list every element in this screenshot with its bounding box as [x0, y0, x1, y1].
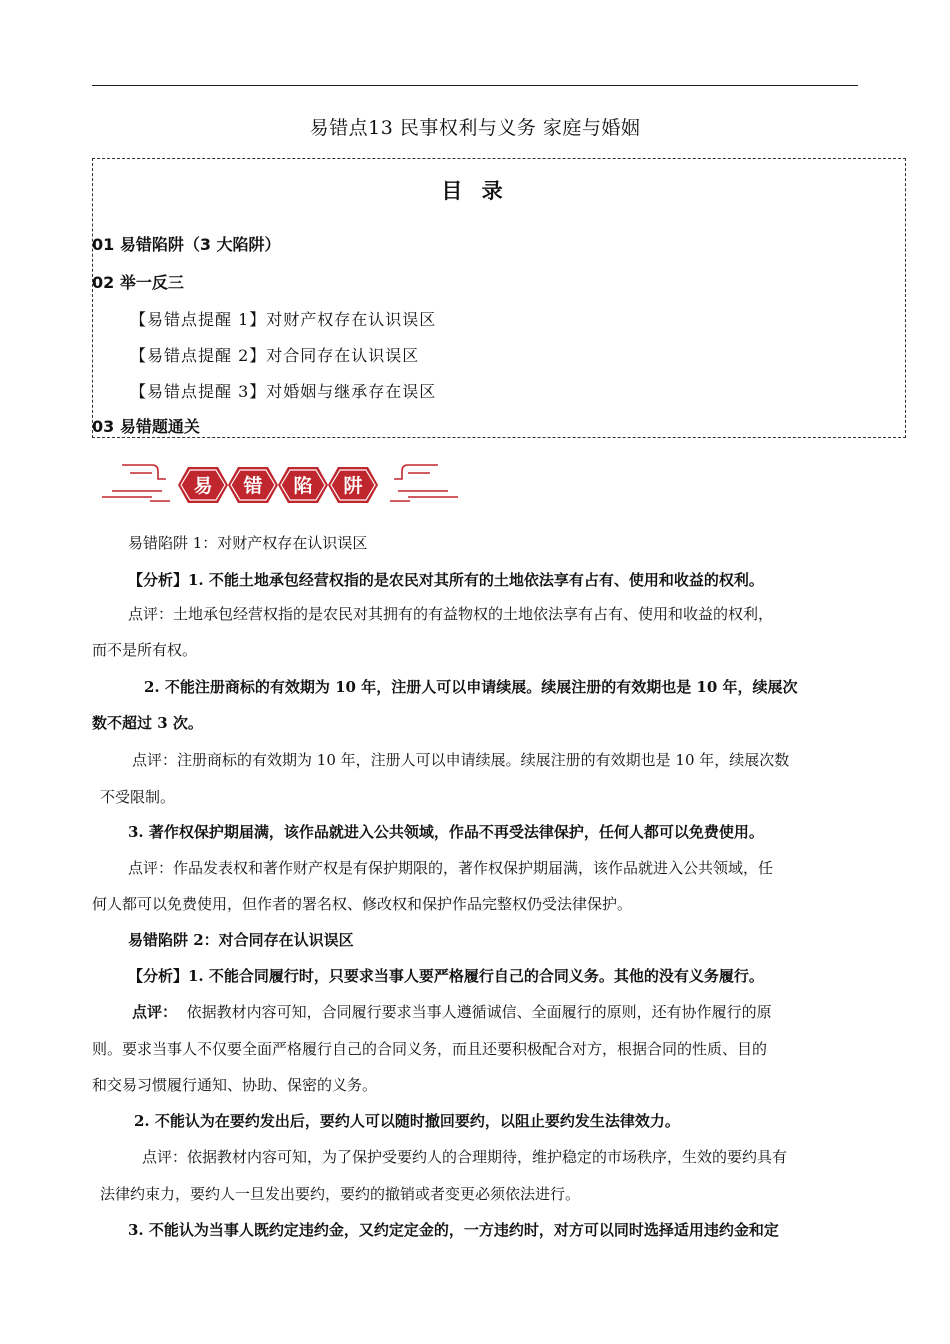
banner-char-3: 陷	[293, 475, 313, 497]
toc-section-2[interactable]: 02 举一反三	[92, 273, 184, 292]
banner-char-4: 阱	[343, 475, 363, 497]
trap-1-comment-1-line-1: 点评：土地承包经营权指的是农民对其拥有的有益物权的土地依法享有占有、使用和收益的权利，	[128, 605, 774, 623]
banner-char-1: 易	[193, 475, 213, 497]
trap-2-analysis-2: 2. 不能认为在要约发出后，要约人可以随时撤回要约，以阻止要约发生法律效力。	[134, 1112, 680, 1130]
trap-2-analysis-3: 3. 不能认为当事人既约定违约金，又约定定金的，一方违约时，对方可以同时选择适用违约金和定	[128, 1221, 779, 1239]
trap-2-title: 易错陷阱 2：对合同存在认识误区	[128, 931, 354, 949]
toc-item-3[interactable]: 【易错点提醒 3】对婚姻与继承存在误区	[130, 382, 437, 401]
trap-1-comment-2-line-2: 不受限制。	[100, 788, 176, 806]
section-banner	[100, 455, 460, 515]
toc-item-1[interactable]: 【易错点提醒 1】对财产权存在认识误区	[130, 310, 437, 329]
toc-section-1[interactable]: 01 易错陷阱（3 大陷阱）	[92, 235, 281, 254]
trap-2-analysis-1: 【分析】1. 不能合同履行时，只要求当事人要严格履行自己的合同义务。其他的没有义务履行。	[128, 967, 764, 985]
trap-1-analysis-3: 3. 著作权保护期届满，该作品就进入公共领域，作品不再受法律保护，任何人都可以免费使用。	[128, 823, 764, 841]
toc-heading: 目 录	[441, 179, 509, 203]
trap-1-analysis-1: 【分析】1. 不能土地承包经营权指的是农民对其所有的土地依法享有占有、使用和收益的权利。	[128, 571, 764, 589]
trap-2-comment-2-line-1: 点评：依据教材内容可知，为了保护受要约人的合理期待，维护稳定的市场秩序，生效的要约具有	[142, 1148, 788, 1166]
toc-item-2[interactable]: 【易错点提醒 2】对合同存在认识误区	[130, 346, 420, 365]
banner-right-ornament	[390, 465, 458, 501]
trap-2-comment-1-line-1	[132, 1002, 772, 1022]
banner-char-2: 错	[243, 475, 263, 497]
banner-left-ornament	[102, 465, 170, 501]
trap-2-comment-1-label: 点评：	[132, 1003, 178, 1021]
trap-1-comment-3-line-1: 点评：作品发表权和著作财产权是有保护期限的，著作权保护期届满，该作品就进入公共领域，任	[128, 859, 774, 877]
trap-1-analysis-2-line-1: 2. 不能注册商标的有效期为 10 年，注册人可以申请续展。续展注册的有效期也是 10 年，续展次	[144, 678, 798, 696]
trap-1-comment-3-line-2: 何人都可以免费使用，但作者的署名权、修改权和保护作品完整权仍受法律保护。	[92, 895, 633, 913]
trap-2-comment-1-line-2: 则。要求当事人不仅要全面严格履行自己的合同义务，而且还要积极配合对方，根据合同的性质、目的	[92, 1040, 768, 1058]
trap-2-comment-1-line-3: 和交易习惯履行通知、协助、保密的义务。	[92, 1076, 378, 1094]
trap-1-comment-1-line-2: 而不是所有权。	[92, 641, 198, 659]
top-rule	[92, 85, 858, 86]
trap-1-title: 易错陷阱 1：对财产权存在认识误区	[128, 534, 368, 552]
document-title: 易错点13 民事权利与义务 家庭与婚姻	[309, 117, 641, 139]
trap-2-comment-1-text: 依据教材内容可知，合同履行要求当事人遵循诚信、全面履行的原则，还有协作履行的原	[186, 1003, 772, 1021]
trap-1-analysis-2-line-2: 数不超过 3 次。	[92, 714, 203, 732]
trap-2-comment-2-line-2: 法律约束力，要约人一旦发出要约，要约的撤销或者变更必须依法进行。	[100, 1185, 581, 1203]
trap-1-comment-2-line-1: 点评：注册商标的有效期为 10 年，注册人可以申请续展。续展注册的有效期也是 10 年，续展次数	[132, 751, 790, 769]
toc-section-3[interactable]: 03 易错题通关	[92, 417, 200, 436]
